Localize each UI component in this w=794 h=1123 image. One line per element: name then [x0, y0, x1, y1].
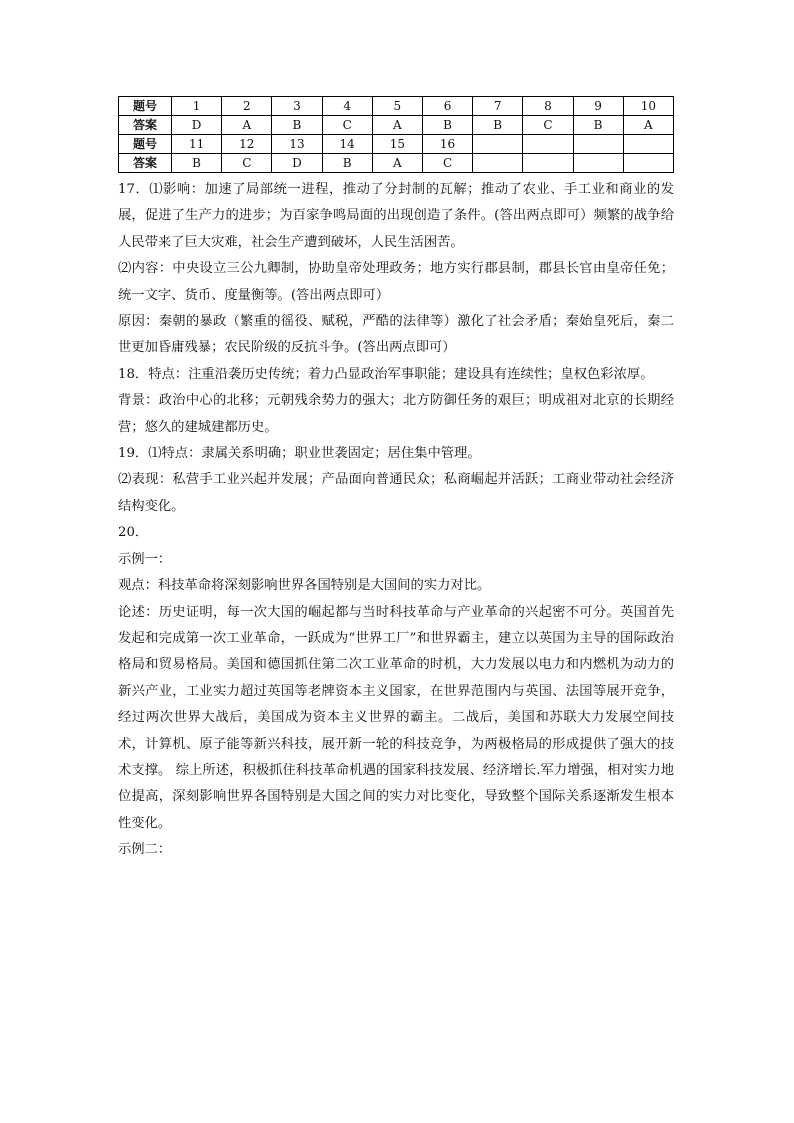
answer-paragraph: 背景：政治中心的北移；元朝残余势力的强大；北方防御任务的艰巨；明成祖对北京的长期经营；悠久的建城建都历史。: [118, 393, 674, 435]
table-row: [119, 97, 674, 116]
table-cell: C: [523, 116, 573, 135]
answer-paragraph: 17．⑴影响：加速了局部统一进程，推动了分封制的瓦解；推动了农业、手工业和商业的发展，促进了生产力的进步；为百家争鸣局面的出现创造了条件。(答出两点即可）频繁的战争给人民带来了巨大灾难，社会生产遭到破坏，人民生活困苦。: [118, 182, 674, 250]
table-cell: 3: [272, 97, 322, 116]
table-cell: 11: [172, 135, 222, 154]
table-cell: 5: [372, 97, 422, 116]
table-cell: [573, 154, 623, 173]
table-cell: [623, 135, 673, 154]
table-cell: 13: [272, 135, 322, 154]
table-cell: 14: [322, 135, 372, 154]
table-cell: A: [222, 116, 272, 135]
table-cell: A: [623, 116, 673, 135]
table-row: [119, 154, 674, 173]
table-cell: 8: [523, 97, 573, 116]
table-cell: B: [272, 116, 322, 135]
answer-paragraph: 20．: [118, 525, 149, 541]
answer-paragraph: 示例一：: [118, 551, 172, 567]
table-cell: D: [172, 116, 222, 135]
table-cell: C: [422, 154, 472, 173]
answer-paragraph: 论述：历史证明，每一次大国的崛起都与当时科技革命与产业革命的兴起密不可分。英国首先发起和完成第一次工业革命，一跃成为“世界工厂”和世界霸主，建立以英国为主导的国际政治格局和贸易格局。美国和德国抓住第二次工业革命的时机，大力发展以电力和内燃机为动力的新兴产业，工业实力超过英国等老牌资本主义国家，在世界范围内与英国、法国等展开竞争，经过两次世界大战后，美国成为资本主义世界的霸主。二战后，美国和苏联大力发展空间技术，计算机、原子能等新兴科技，展开新一轮的科技竞争，为两极格局的形成提供了强大的技术支撑。 综上所述，积极抓住科技革命机遇的国家科技发展、经济增长.军力增强，相对实力地位提高，深刻影响世界各国特别是大国之间的实力对比变化，导致整个国际关系逐渐发生根本性变化。: [118, 604, 674, 831]
answer-paragraph: 18．特点：注重沿袭历史传统；着力凸显政治军事职能；建设具有连续性；皇权色彩浓厚。: [118, 366, 654, 382]
table-cell: 12: [222, 135, 272, 154]
table-cell: A: [372, 116, 422, 135]
table-cell: [473, 135, 523, 154]
table-cell: 2: [222, 97, 272, 116]
table-cell: 16: [422, 135, 472, 154]
answer-paragraph: 19．⑴特点：隶属关系明确；职业世袭固定；居住集中管理。: [118, 446, 481, 462]
table-cell: [523, 135, 573, 154]
table-cell: D: [272, 154, 322, 173]
table-cell: 7: [473, 97, 523, 116]
answer-paragraph: ⑵内容：中央设立三公九卿制，协助皇帝处理政务；地方实行郡县制，郡县长官由皇帝任免；统一文字、货币、度量衡等。(答出两点即可）: [118, 261, 674, 303]
table-cell: A: [372, 154, 422, 173]
table-cell: B: [473, 116, 523, 135]
answer-table: [118, 96, 674, 173]
row-header: 答案: [119, 154, 172, 173]
table-cell: [523, 154, 573, 173]
document-page: [118, 96, 674, 864]
answer-text: [118, 177, 674, 864]
table-cell: B: [322, 154, 372, 173]
table-cell: C: [322, 116, 372, 135]
table-cell: B: [573, 116, 623, 135]
answer-table-body: [119, 97, 674, 173]
table-cell: [473, 154, 523, 173]
table-cell: [623, 154, 673, 173]
table-cell: 6: [422, 97, 472, 116]
table-cell: 4: [322, 97, 372, 116]
table-cell: 10: [623, 97, 673, 116]
table-row: [119, 116, 674, 135]
answer-paragraph: ⑵表现：私营手工业兴起并发展；产品面向普通民众；私商崛起并活跃；工商业带动社会经济结构变化。: [118, 472, 674, 514]
table-cell: C: [222, 154, 272, 173]
answer-paragraph: 原因：秦朝的暴政（繁重的徭役、赋税，严酷的法律等）激化了社会矛盾；秦始皇死后，秦二世更加昏庸残暴；农民阶级的反抗斗争。(答出两点即可）: [118, 314, 674, 356]
table-cell: 9: [573, 97, 623, 116]
table-cell: 15: [372, 135, 422, 154]
row-header: 答案: [119, 116, 172, 135]
table-cell: 1: [172, 97, 222, 116]
row-header: 题号: [119, 135, 172, 154]
table-cell: B: [422, 116, 472, 135]
answer-paragraph: 观点：科技革命将深刻影响世界各国特别是大国间的实力对比。: [118, 578, 491, 594]
table-cell: [573, 135, 623, 154]
table-cell: B: [172, 154, 222, 173]
row-header: 题号: [119, 97, 172, 116]
answer-paragraph: 示例二：: [118, 842, 172, 858]
table-row: [119, 135, 674, 154]
